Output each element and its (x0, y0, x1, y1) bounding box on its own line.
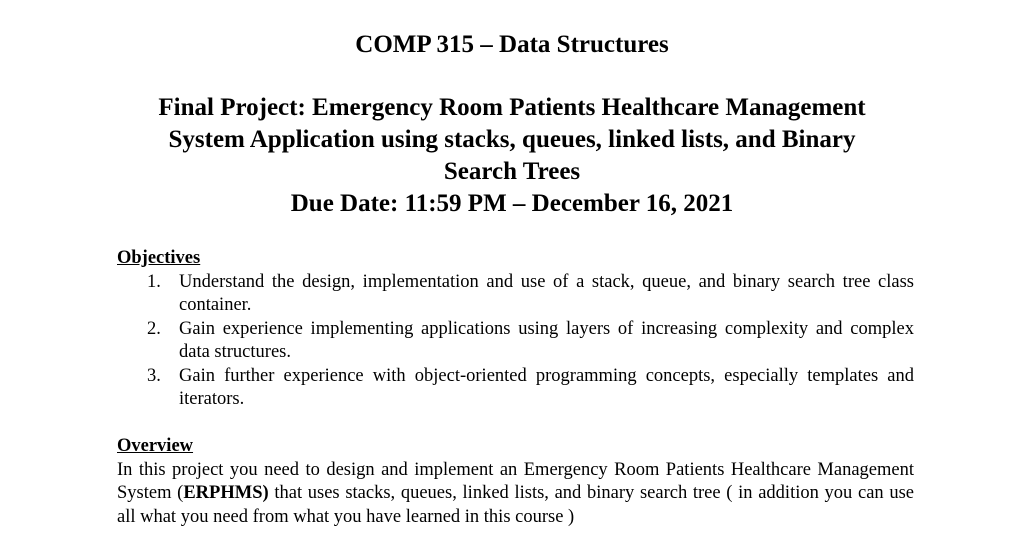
list-item-number: 1. (147, 271, 161, 292)
list-item-number: 3. (147, 365, 161, 386)
overview-section (117, 435, 914, 529)
overview-text-before: In this project you need to design and implement an Emergency Room Patients Healthcare Management System ( (117, 459, 914, 503)
due-date: Due Date: 11:59 PM – December 16, 2021 (290, 190, 734, 217)
overview-acronym: ERPHMS) (183, 483, 269, 503)
list-item (117, 365, 914, 412)
project-title-line-3: Search Trees (443, 158, 581, 185)
list-item (117, 271, 914, 318)
list-item (117, 318, 914, 365)
project-title-line-1: Final Project: Emergency Room Patients Healthcare Management (158, 94, 866, 121)
project-title-line-2: System Application using stacks, queues, linked lists, and Binary (168, 126, 856, 153)
overview-text-after: that uses stacks, queues, linked lists, and binary search tree ( in addition you can use all what you need from what you have learned in this course ) (117, 483, 915, 527)
list-item-text: Gain further experience with object-oriented programming concepts, especially templates and iterators. (179, 365, 914, 409)
list-item-text: Understand the design, implementation and use of a stack, queue, and binary search tree class container. (179, 271, 914, 315)
course-title: COMP 315 – Data Structures (355, 31, 669, 58)
objectives-section (117, 247, 914, 412)
list-item-number: 2. (147, 318, 161, 339)
overview-heading: Overview (117, 436, 194, 456)
objectives-list (117, 271, 914, 412)
objectives-heading: Objectives (117, 248, 201, 268)
overview-paragraph (117, 459, 914, 530)
project-title (112, 92, 912, 220)
list-item-text: Gain experience implementing applications using layers of increasing complexity and complex data structures. (179, 318, 914, 362)
